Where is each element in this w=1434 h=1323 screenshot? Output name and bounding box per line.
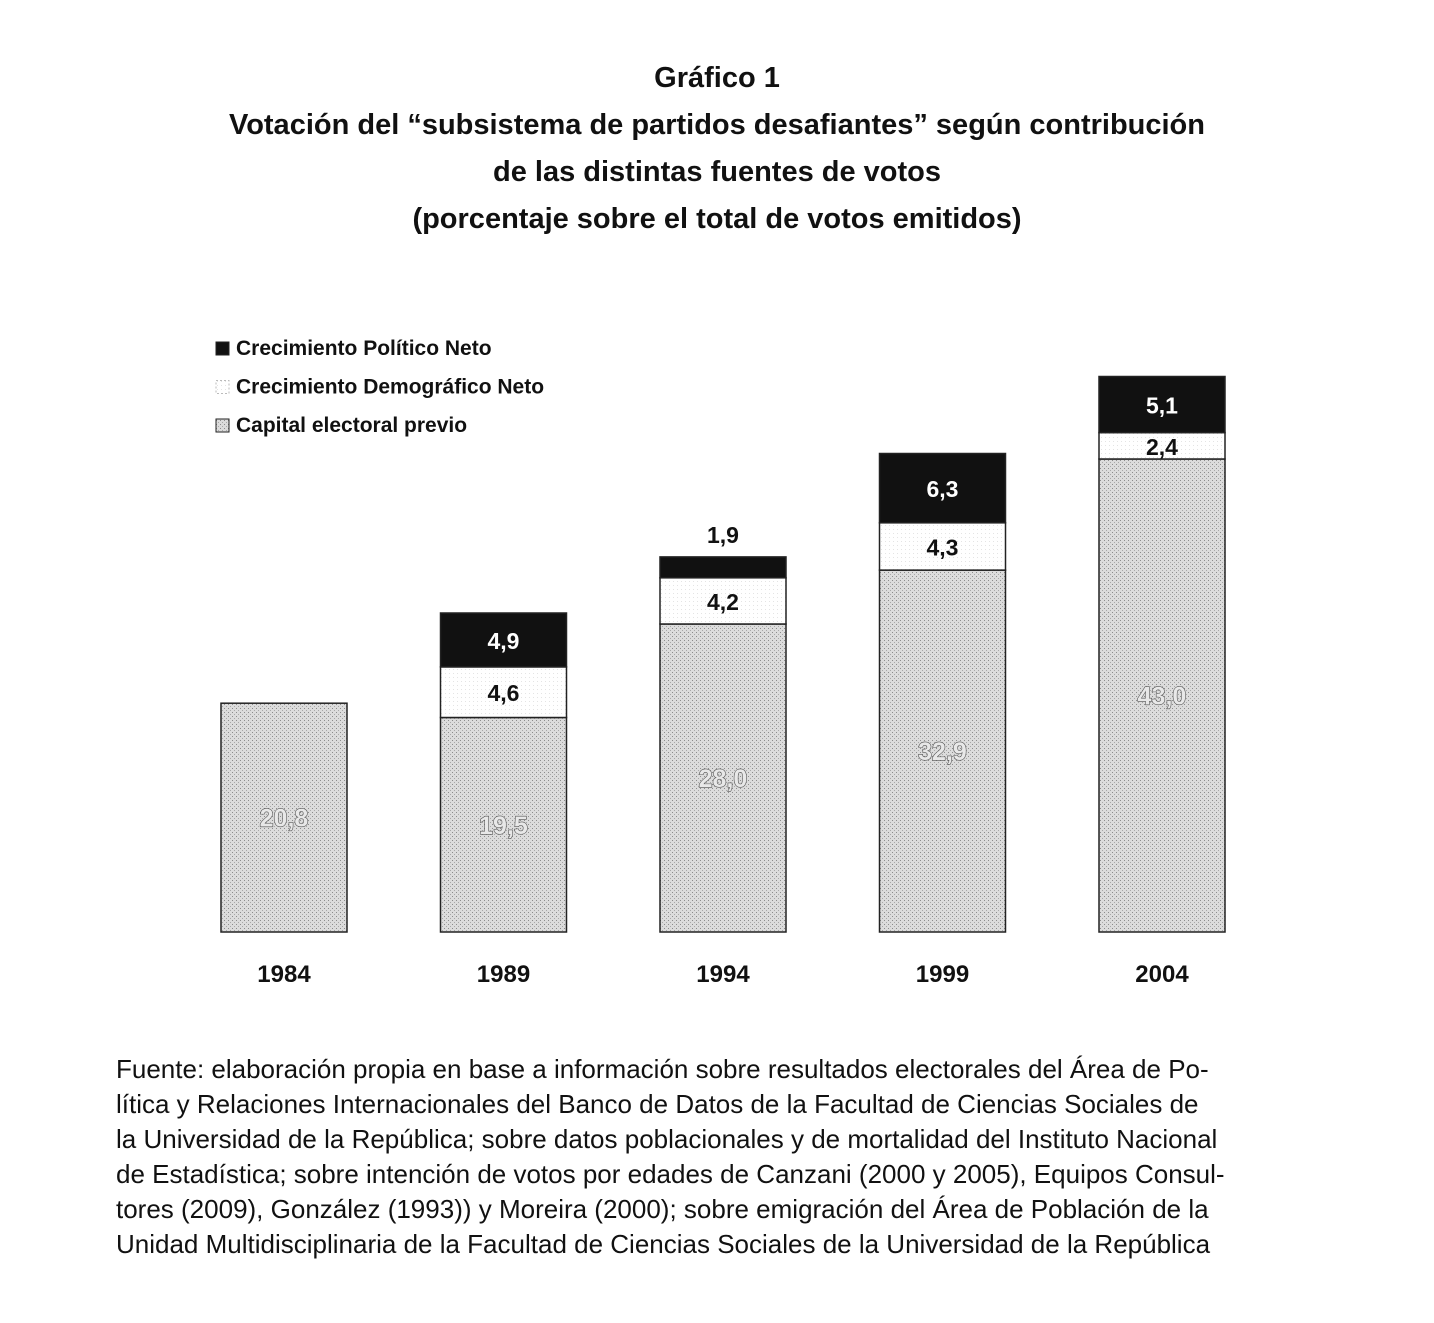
x-tick-label-1999: 1999	[915, 961, 970, 988]
legend-label-demografico: Crecimiento Demográfico Neto	[236, 375, 545, 399]
x-axis-ticks	[257, 961, 1189, 988]
legend-label-politico: Crecimiento Político Neto	[236, 337, 492, 360]
legend-label-capital: Capital electoral previo	[236, 414, 468, 437]
source-line: la Universidad de la República; sobre datos poblacionales y de mortalidad del Instituto Nacional	[116, 1124, 1218, 1154]
bar-segment-politico-1994	[660, 557, 786, 578]
chart-legend	[216, 337, 544, 437]
chart-subtitle: (porcentaje sobre el total de votos emitidos)	[412, 203, 1022, 235]
data-label-capital-2004: 43,0	[1137, 682, 1187, 711]
data-label-politico-1999: 6,3	[926, 476, 959, 503]
source-line: Unidad Multidisciplinaria de la Facultad de Ciencias Sociales de la Universidad de la República	[116, 1229, 1211, 1259]
data-label-demografico-2004: 2,4	[1146, 433, 1178, 460]
bars-group	[221, 377, 1225, 933]
data-label-politico-1994: 1,9	[707, 521, 739, 548]
x-tick-label-1989: 1989	[476, 961, 531, 988]
data-label-politico-2004: 5,1	[1146, 392, 1178, 419]
chart-title-block	[0, 55, 1434, 243]
data-label-demografico-1999: 4,3	[926, 534, 959, 561]
data-label-capital-1984: 20,8	[259, 804, 309, 833]
x-tick-label-1994: 1994	[696, 961, 750, 988]
figure-number: Gráfico 1	[654, 62, 780, 94]
legend-swatch-politico	[216, 342, 229, 355]
data-label-capital-1989: 19,5	[479, 811, 528, 840]
source-line: Fuente: elaboración propia en base a información sobre resultados electorales del Área de Po-	[116, 1054, 1209, 1084]
chart-title-line-2: de las distintas fuentes de votos	[493, 156, 941, 188]
chart-title-line-1: Votación del “subsistema de partidos desafiantes” según contribución	[229, 109, 1205, 141]
legend-swatch-capital	[216, 419, 229, 432]
source-note	[116, 1052, 1336, 1262]
data-label-capital-1994: 28,0	[698, 765, 748, 793]
legend-swatch-demografico	[216, 381, 229, 394]
data-label-demografico-1989: 4,6	[487, 680, 520, 707]
stacked-bar-chart	[0, 320, 1434, 1010]
source-line: de Estadística; sobre intención de votos por edades de Canzani (2000 y 2005), Equipos Consul-	[116, 1159, 1225, 1189]
x-tick-label-1984: 1984	[257, 961, 311, 988]
source-line: lítica y Relaciones Internacionales del Banco de Datos de la Facultad de Ciencias Sociales de	[116, 1089, 1199, 1119]
source-line: tores (2009), González (1993)) y Moreira (2000); sobre emigración del Área de Población de la	[116, 1194, 1209, 1224]
data-label-politico-1989: 4,9	[487, 627, 520, 654]
x-tick-label-2004: 2004	[1135, 961, 1189, 988]
data-label-capital-1999: 32,9	[918, 738, 967, 767]
data-label-demografico-1994: 4,2	[707, 588, 739, 615]
